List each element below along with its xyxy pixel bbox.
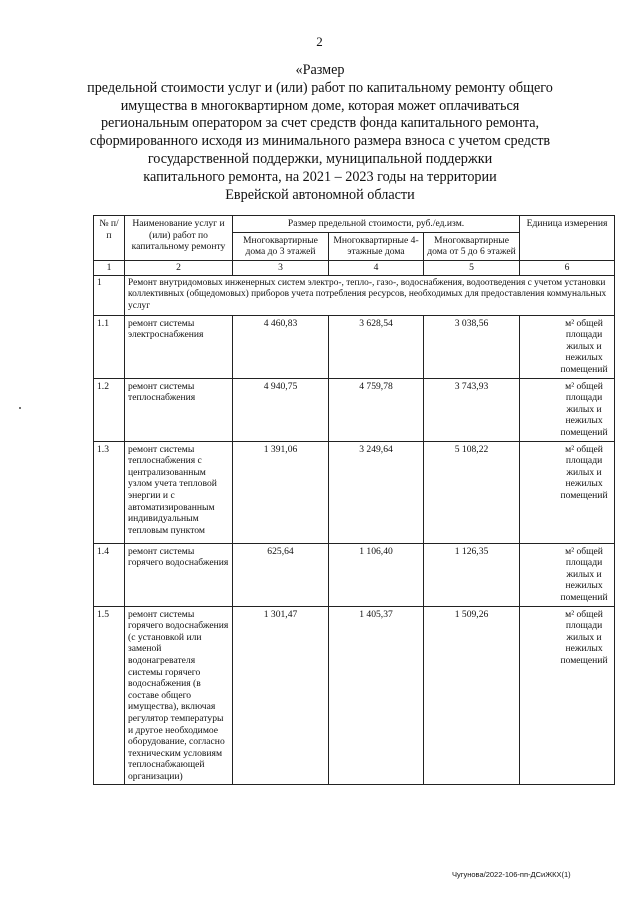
value-up-to-3-floors: 1 301,47 xyxy=(233,606,329,785)
title-line: государственной поддержки, муниципальной поддержки xyxy=(147,150,493,167)
header-row xyxy=(94,216,615,233)
row-num: 1.5 xyxy=(94,606,125,785)
row-unit: м² общей площади жилых и нежилых помещений xyxy=(560,608,608,666)
title-line: сформированного исходя из минимального размера взноса с учетом средств xyxy=(89,133,551,150)
document-footer-code: Чугунова/2022-106-пп-ДСиЖКХ(1) xyxy=(452,870,571,879)
table-row xyxy=(94,606,615,785)
row-num: 1.1 xyxy=(94,315,125,378)
title-line: Еврейской автономной области xyxy=(225,186,415,203)
document-title xyxy=(40,62,600,204)
value-up-to-3-floors: 625,64 xyxy=(233,543,329,606)
title-line: «Размер xyxy=(295,62,345,78)
column-number: 5 xyxy=(424,260,520,275)
row-unit: м² общей площади жилых и нежилых помещений xyxy=(560,317,608,375)
value-up-to-3-floors: 4 460,83 xyxy=(233,315,329,378)
row-unit: м² общей площади жилых и нежилых помещений xyxy=(560,545,608,603)
title-line: имущества в многоквартирном доме, которая может оплачиваться xyxy=(120,97,520,114)
header-num: № п/п xyxy=(94,216,125,261)
title-line: региональным оператором за счет средств фонда капитального ремонта, xyxy=(100,115,540,132)
row-num: 1.2 xyxy=(94,378,125,441)
value-up-to-3-floors: 1 391,06 xyxy=(233,441,329,543)
row-num: 1.3 xyxy=(94,441,125,543)
header-col-a: Многоквартирные дома до 3 этажей xyxy=(233,232,329,260)
row-name: ремонт системы электроснабжения xyxy=(125,315,233,378)
value-5-6-floors: 1 509,26 xyxy=(424,606,520,785)
value-4-floors: 3 249,64 xyxy=(329,441,424,543)
section-row xyxy=(94,275,615,315)
column-number: 3 xyxy=(233,260,329,275)
value-4-floors: 4 759,78 xyxy=(329,378,424,441)
column-number: 6 xyxy=(520,260,615,275)
header-cost-group: Размер предельной стоимости, руб./ед.изм. xyxy=(233,216,520,233)
row-unit: м² общей площади жилых и нежилых помещений xyxy=(560,443,608,501)
table-row xyxy=(94,315,615,378)
row-name: ремонт системы горячего водоснабжения (с установкой или заменой водонагревателя системы горячего водоснабжения (в составе общего имущества), включая регулятор температуры и другое необходимое оборудование, согласно техническим условиям теплоснабжающей организации) xyxy=(125,606,233,785)
value-4-floors: 3 628,54 xyxy=(329,315,424,378)
column-number: 1 xyxy=(94,260,125,275)
value-4-floors: 1 106,40 xyxy=(329,543,424,606)
table-row xyxy=(94,543,615,606)
header-col-b: Многоквартирные 4-этажные дома xyxy=(329,232,424,260)
header-name: Наименование услуг и (или) работ по капитальному ремонту xyxy=(125,216,233,261)
section-text: Ремонт внутридомовых инженерных систем электро-, тепло-, газо-, водоснабжения, водоотведения с учетом установки коллективных (общедомовых) приборов учета потребления ресурсов, необходимых для предоставления коммунальных услуг xyxy=(125,275,615,315)
table-row xyxy=(94,441,615,543)
value-5-6-floors: 5 108,22 xyxy=(424,441,520,543)
row-unit: м² общей площади жилых и нежилых помещений xyxy=(560,380,608,438)
table-row xyxy=(94,378,615,441)
column-number: 2 xyxy=(125,260,233,275)
scan-speck xyxy=(19,407,21,409)
row-num: 1.4 xyxy=(94,543,125,606)
section-num: 1 xyxy=(94,275,125,315)
header-unit: Единица измерения xyxy=(520,216,615,261)
column-number-row xyxy=(94,260,615,275)
value-5-6-floors: 3 038,56 xyxy=(424,315,520,378)
row-name: ремонт системы горячего водоснабжения xyxy=(125,543,233,606)
row-name: ремонт системы теплоснабжения с централизованным узлом учета тепловой энергии и с автоматизированным индивидуальным тепловым пунктом xyxy=(125,441,233,543)
value-up-to-3-floors: 4 940,75 xyxy=(233,378,329,441)
row-name: ремонт системы теплоснабжения xyxy=(125,378,233,441)
column-number: 4 xyxy=(329,260,424,275)
cost-table xyxy=(93,215,615,785)
title-line: капитального ремонта, на 2021 – 2023 годы на территории xyxy=(143,168,497,185)
title-line: предельной стоимости услуг и (или) работ по капитальному ремонту общего xyxy=(87,79,553,96)
value-4-floors: 1 405,37 xyxy=(329,606,424,785)
header-col-c: Многоквартирные дома от 5 до 6 этажей xyxy=(424,232,520,260)
page-number: 2 xyxy=(316,34,323,49)
value-5-6-floors: 3 743,93 xyxy=(424,378,520,441)
value-5-6-floors: 1 126,35 xyxy=(424,543,520,606)
